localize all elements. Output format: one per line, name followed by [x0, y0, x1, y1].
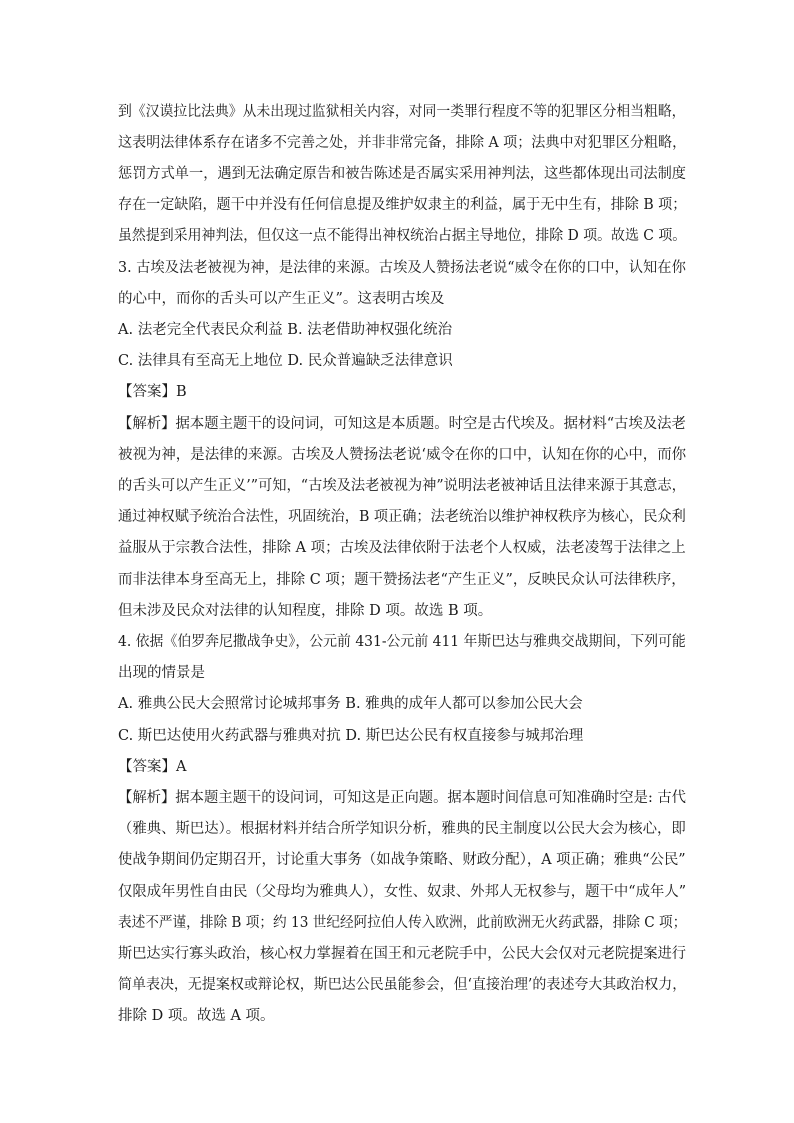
- text-line: 这表明法律体系存在诸多不完善之处，并非非常完备，排除 A 项；法典中对犯罪区分粗略，: [118, 135, 687, 151]
- text-line: 虽然提到采用神判法，但仅这一点不能得出神权统治占据主导地位，排除 D 项。故选 C 项。: [118, 228, 687, 244]
- question-4-analysis: 仅限成年男性自由民（父母均为雅典人），女性、奴隶、外邦人无权参与，题干中“成年人”: [118, 884, 687, 900]
- question-4-options: C. 斯巴达使用火药武器与雅典对抗 D. 斯巴达公民有权直接参与城邦治理: [118, 728, 584, 744]
- question-4-analysis: 斯巴达实行寡头政治，核心权力掌握着在国王和元老院手中，公民大会仅对元老院提案进行: [118, 946, 686, 962]
- question-3-analysis: 通过神权赋予统治合法性，巩固统治，B 项正确；法老统治以维护神权秩序为核心，民众利: [118, 509, 686, 525]
- question-3-analysis: 被视为神，是法律的来源。古埃及人赞扬法老说‘威令在你的口中，认知在你的心中，而你: [118, 447, 687, 463]
- text-line: 存在一定缺陷，题干中并没有任何信息提及维护奴隶主的利益，属于无中生有，排除 B 项；: [118, 197, 687, 213]
- question-4-answer: 【答案】A: [118, 759, 187, 775]
- question-3-analysis: 益服从于宗教合法性，排除 A 项；古埃及法律依附于法老个人权威，法老凌驾于法律之上: [118, 540, 686, 556]
- question-3-analysis: 【解析】据本题主题干的设问词，可知这是本质题。时空是古代埃及。据材料“古埃及法老: [118, 416, 686, 432]
- text-line: 到《汉谟拉比法典》从未出现过监狱相关内容，对同一类罪行程度不等的犯罪区分相当粗略，: [118, 104, 686, 120]
- question-3-stem: 的心中，而你的舌头可以产生正义”。这表明古埃及: [118, 291, 445, 307]
- question-3-stem: 3. 古埃及法老被视为神，是法律的来源。古埃及人赞扬法老说“威令在你的口中，认知在你: [118, 260, 686, 276]
- question-4-analysis: 简单表决，无提案权或辩论权，斯巴达公民虽能参会，但‘直接治理’的表述夸大其政治权力，: [118, 977, 687, 993]
- question-4-options: A. 雅典公民大会照常讨论城邦事务 B. 雅典的成年人都可以参加公民大会: [118, 696, 583, 712]
- question-4-stem: 4. 依据《伯罗奔尼撒战争史》，公元前 431-公元前 411 年斯巴达与雅典交战期间，下列可能: [118, 634, 686, 650]
- text-line: 惩罚方式单一，遇到无法确定原告和被告陈述是否属实采用神判法，这些都体现出司法制度: [118, 166, 686, 182]
- question-4-analysis: 表述不严谨，排除 B 项；约 13 世纪经阿拉伯人传入欧洲，此前欧洲无火药武器，排除 C 项；: [118, 915, 687, 931]
- question-3-analysis: 而非法律本身至高无上，排除 C 项；题干赞扬法老“产生正义”，反映民众认可法律秩序，: [118, 572, 686, 588]
- question-4-analysis: 使战争期间仍定期召开，讨论重大事务（如战争策略、财政分配），A 项正确；雅典“公民”: [118, 852, 686, 868]
- question-3-analysis: 的舌头可以产生正义’”可知，“古埃及法老被视为神”说明法老被神话且法律来源于其意志，: [118, 478, 686, 494]
- question-3-answer: 【答案】B: [118, 384, 187, 400]
- question-3-analysis: 但未涉及民众对法律的认知程度，排除 D 项。故选 B 项。: [118, 603, 493, 619]
- question-4-analysis: 排除 D 项。故选 A 项。: [118, 1008, 275, 1024]
- question-4-analysis: 【解析】据本题主题干的设问词，可知这是正向题。据本题时间信息可知准确时空是: 古代: [118, 790, 686, 806]
- question-3-options: C. 法律具有至高无上地位 D. 民众普遍缺乏法律意识: [118, 353, 453, 369]
- question-4-analysis: （雅典、斯巴达）。根据材料并结合所学知识分析，雅典的民主制度以公民大会为核心，即: [118, 821, 686, 837]
- question-3-options: A. 法老完全代表民众利益 B. 法老借助神权强化统治: [118, 322, 453, 338]
- question-4-stem: 出现的情景是: [118, 665, 205, 681]
